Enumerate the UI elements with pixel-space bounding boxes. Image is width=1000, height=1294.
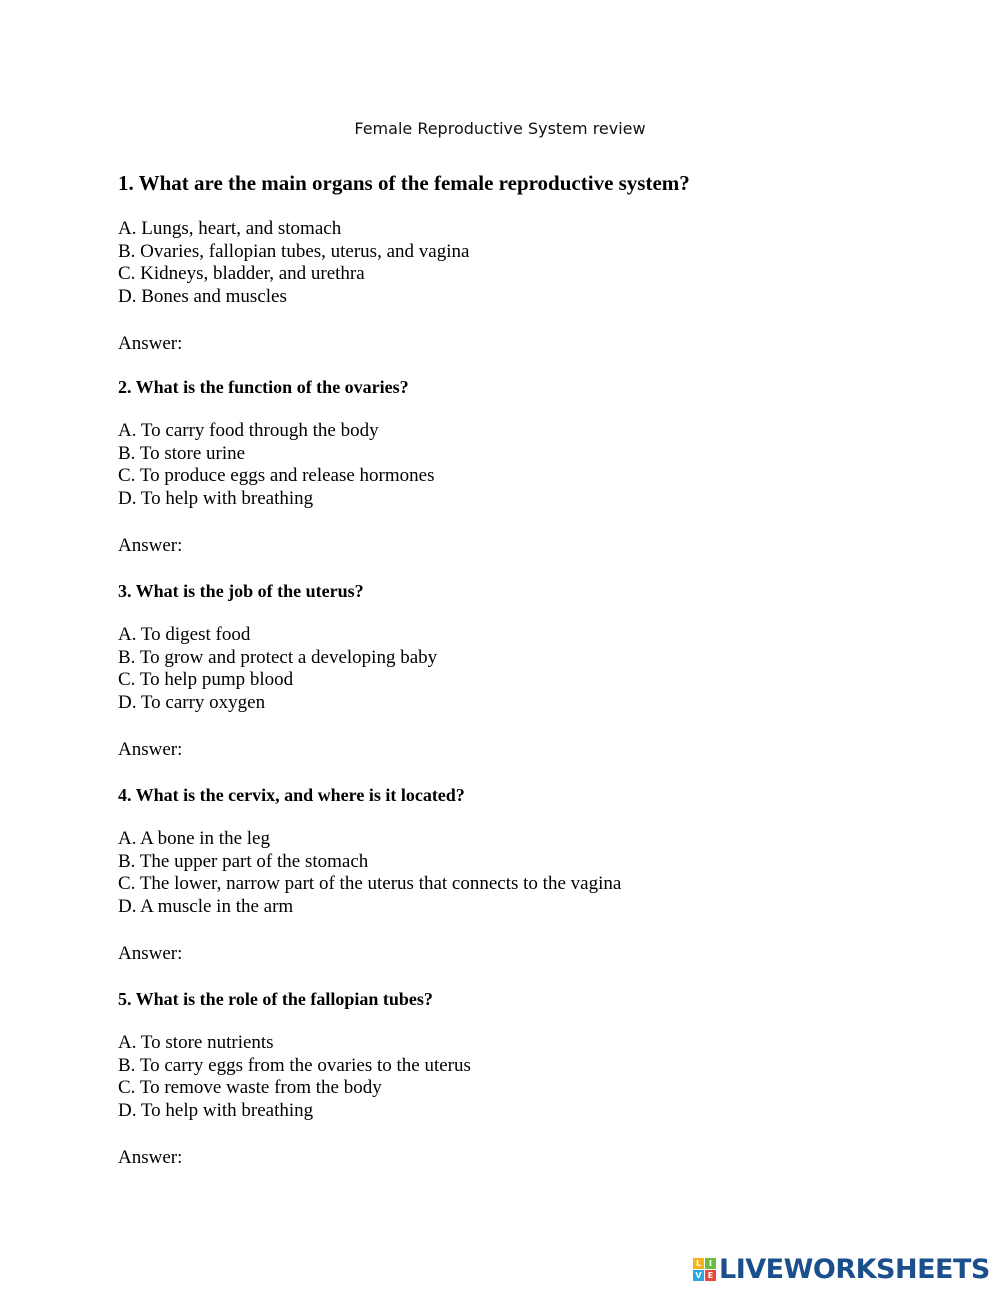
option-a: A. To store nutrients — [118, 1032, 274, 1053]
option-b: B. Ovaries, fallopian tubes, uterus, and vagina — [118, 240, 470, 262]
option-c: C. The lower, narrow part of the uterus that connects to the vagina — [118, 873, 622, 895]
options-list — [118, 828, 918, 919]
question-text: 4. What is the cervix, and where is it located? — [118, 785, 465, 805]
option-a: A. To carry food through the body — [118, 420, 379, 441]
logo-mark-cell: I — [705, 1258, 716, 1269]
answer-label[interactable]: Answer: — [118, 738, 183, 760]
page-title: Female Reproductive System review — [354, 119, 646, 138]
option-d: D. To help with breathing — [118, 1100, 314, 1122]
logo-mark-cell: L — [693, 1258, 704, 1269]
liveworksheets-logo[interactable] — [693, 1253, 990, 1285]
option-b: B. To grow and protect a developing baby — [118, 646, 438, 668]
option-b: B. To carry eggs from the ovaries to the uterus — [118, 1054, 471, 1076]
option-a: A. Lungs, heart, and stomach — [118, 218, 342, 239]
option-c: C. Kidneys, bladder, and urethra — [118, 263, 365, 285]
question-text: 1. What are the main organs of the female reproductive system? — [118, 171, 690, 195]
option-a: A. To digest food — [118, 624, 251, 645]
answer-label[interactable]: Answer: — [118, 942, 183, 964]
option-d: D. To help with breathing — [118, 488, 314, 510]
question-4 — [118, 784, 918, 965]
question-text: 2. What is the function of the ovaries? — [118, 377, 409, 397]
option-d: D. To carry oxygen — [118, 692, 266, 714]
options-list — [118, 420, 918, 511]
answer-label[interactable]: Answer: — [118, 534, 183, 556]
question-3 — [118, 580, 918, 761]
option-b: B. To store urine — [118, 442, 246, 464]
question-5 — [118, 988, 918, 1169]
option-c: C. To remove waste from the body — [118, 1077, 382, 1099]
answer-label[interactable]: Answer: — [118, 1146, 183, 1168]
option-a: A. A bone in the leg — [118, 828, 270, 849]
question-2 — [118, 376, 918, 557]
logo-mark-icon — [693, 1258, 716, 1281]
options-list — [118, 624, 918, 715]
option-b: B. The upper part of the stomach — [118, 850, 369, 872]
answer-label[interactable]: Answer: — [118, 332, 183, 354]
option-d: D. Bones and muscles — [118, 286, 287, 308]
option-c: C. To produce eggs and release hormones — [118, 465, 435, 487]
question-1 — [118, 170, 918, 355]
option-d: D. A muscle in the arm — [118, 896, 294, 918]
options-list — [118, 1032, 918, 1123]
logo-mark-cell: E — [705, 1270, 716, 1281]
question-text: 5. What is the role of the fallopian tubes? — [118, 989, 433, 1009]
logo-text: LIVEWORKSHEETS — [719, 1253, 990, 1285]
option-c: C. To help pump blood — [118, 669, 294, 691]
logo-mark-cell: V — [693, 1270, 704, 1281]
options-list — [118, 218, 918, 309]
question-text: 3. What is the job of the uterus? — [118, 581, 364, 601]
